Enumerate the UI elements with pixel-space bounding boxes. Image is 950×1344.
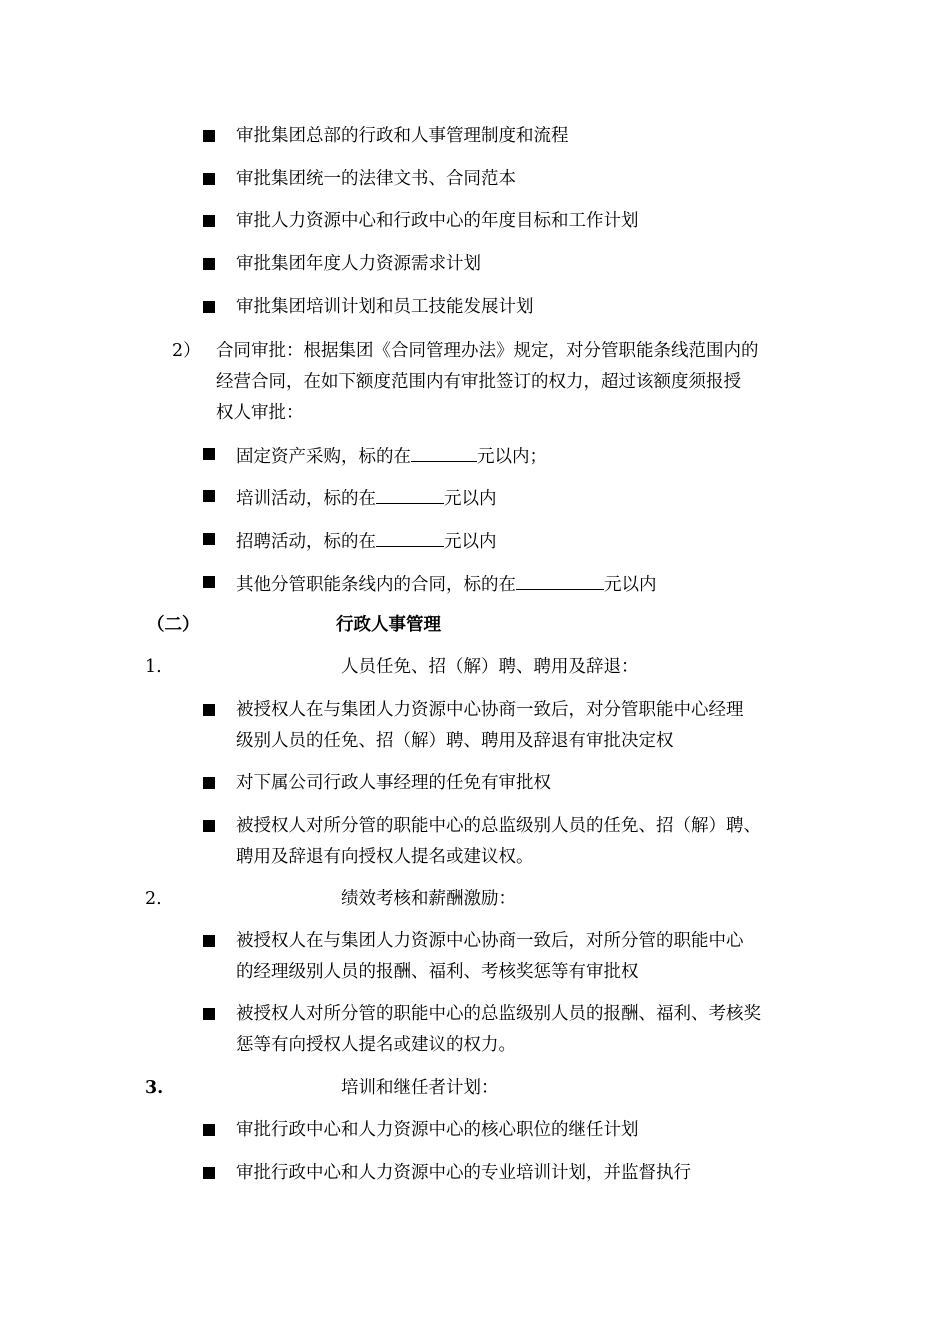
contract-paragraph-line: 合同审批：根据集团《合同管理办法》规定，对分管职能条线范围内的 — [216, 341, 759, 361]
square-bullet-icon — [203, 130, 215, 142]
square-bullet-icon — [203, 215, 215, 227]
square-bullet-icon — [203, 301, 215, 313]
limit-unit: 元以内 — [444, 489, 497, 509]
subsection-number: 3. — [145, 1078, 164, 1098]
square-bullet-icon — [203, 704, 215, 716]
limit-unit: 元以内 — [444, 532, 497, 552]
square-bullet-icon — [203, 448, 215, 460]
approval-item: 审批集团培训计划和员工技能发展计划 — [236, 297, 534, 317]
amount-blank — [411, 444, 477, 462]
contract-limit-item — [236, 444, 547, 467]
limit-label: 培训活动，标的在 — [236, 489, 376, 509]
approval-item: 审批集团年度人力资源需求计划 — [236, 254, 481, 274]
subsection-number: 2. — [145, 889, 162, 909]
section-title: 行政人事管理 — [336, 615, 441, 635]
contract-limit-item — [236, 529, 497, 552]
subsection-title: 人员任免、招（解）聘、聘用及辞退： — [341, 657, 639, 677]
square-bullet-icon — [203, 1167, 215, 1179]
approval-item: 审批集团总部的行政和人事管理制度和流程 — [236, 126, 569, 146]
authority-item-line: 被授权人在与集团人力资源中心协商一致后，对所分管的职能中心 — [236, 931, 744, 951]
subsection-title: 培训和继任者计划： — [341, 1078, 499, 1098]
square-bullet-icon — [203, 935, 215, 947]
contract-paragraph-line: 权人审批： — [216, 403, 304, 423]
authority-item-line: 级别人员的任免、招（解）聘、聘用及辞退有审批决定权 — [236, 731, 674, 751]
square-bullet-icon — [203, 533, 215, 545]
contract-limit-item — [236, 572, 657, 595]
amount-blank — [376, 529, 444, 547]
square-bullet-icon — [203, 820, 215, 832]
limit-unit: 元以内 — [604, 575, 657, 595]
square-bullet-icon — [203, 777, 215, 789]
authority-item-line: 惩等有向授权人提名或建议的权力。 — [236, 1035, 516, 1055]
subsection-title: 绩效考核和薪酬激励： — [341, 889, 516, 909]
authority-item-line: 审批行政中心和人力资源中心的核心职位的继任计划 — [236, 1120, 639, 1140]
authority-item-line: 对下属公司行政人事经理的任免有审批权 — [236, 773, 551, 793]
limit-label: 招聘活动，标的在 — [236, 532, 376, 552]
contract-number: 2） — [172, 341, 201, 361]
square-bullet-icon — [203, 1008, 215, 1020]
section-number: （二） — [147, 615, 200, 635]
square-bullet-icon — [203, 1124, 215, 1136]
authority-item-line: 聘用及辞退有向授权人提名或建议权。 — [236, 847, 534, 867]
subsection-number: 1. — [145, 657, 162, 677]
approval-item: 审批人力资源中心和行政中心的年度目标和工作计划 — [236, 211, 639, 231]
amount-blank — [516, 572, 604, 590]
limit-label: 固定资产采购，标的在 — [236, 447, 411, 467]
authority-item-line: 被授权人在与集团人力资源中心协商一致后，对分管职能中心经理 — [236, 700, 744, 720]
square-bullet-icon — [203, 490, 215, 502]
authority-item-line: 审批行政中心和人力资源中心的专业培训计划，并监督执行 — [236, 1163, 691, 1183]
square-bullet-icon — [203, 576, 215, 588]
authority-item-line: 的经理级别人员的报酬、福利、考核奖惩等有审批权 — [236, 962, 639, 982]
authority-item-line: 被授权人对所分管的职能中心的总监级别人员的报酬、福利、考核奖 — [236, 1004, 761, 1024]
square-bullet-icon — [203, 258, 215, 270]
limit-label: 其他分管职能条线内的合同，标的在 — [236, 575, 516, 595]
contract-paragraph-line: 经营合同，在如下额度范围内有审批签订的权力，超过该额度须报授 — [216, 372, 741, 392]
authority-item-line: 被授权人对所分管的职能中心的总监级别人员的任免、招（解）聘、 — [236, 816, 761, 836]
approval-item: 审批集团统一的法律文书、合同范本 — [236, 169, 516, 189]
square-bullet-icon — [203, 173, 215, 185]
limit-unit: 元以内； — [477, 447, 547, 467]
contract-limit-item — [236, 486, 497, 509]
amount-blank — [376, 486, 444, 504]
